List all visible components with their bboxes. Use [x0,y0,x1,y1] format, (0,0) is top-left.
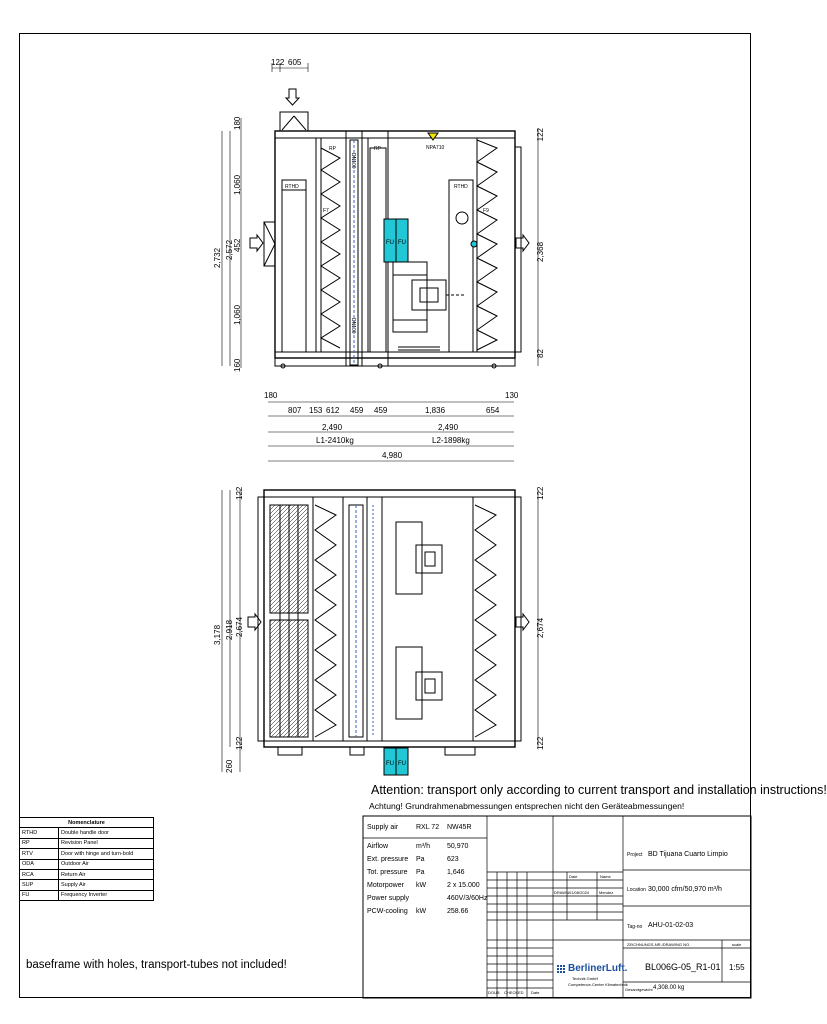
tb-name-header: Name [600,874,611,879]
dim-side-122-bottom: 122 [235,736,244,750]
label-npa: NPA710 [426,145,445,151]
dim-section-459a: 459 [350,406,364,415]
tb-date-footer: Date [531,990,540,995]
dim-section-1836: 1,836 [425,406,446,415]
nom-code: RTV [20,849,59,859]
dim-left-1060b: 1,060 [233,304,242,325]
table-row [20,849,154,859]
nom-desc: Frequency Inverter [59,890,154,900]
transport-attention-note: Attention: transport only according to current transport and installation instructions! [371,783,827,797]
top-view [250,89,529,368]
tb-location-value: 30,000 cfm/50,970 m³/h [648,886,722,893]
label-rthd-left: RTHD [285,184,299,190]
rthd-door-left [282,180,306,352]
label-fu-2: FU [398,240,406,246]
npa-indicator [428,133,438,140]
spec-value: 50,970 [447,843,469,850]
side-label-fu-2: FU [398,761,406,767]
dim-section-153: 153 [309,406,323,415]
tb-bottom-code: DOUB [488,990,500,995]
nom-desc: Return Air [59,869,154,879]
door-window [456,212,468,224]
label-dn-top: DN100 [350,153,356,169]
dim-right-122: 122 [536,128,545,142]
dim-section-654: 654 [486,406,500,415]
nom-code: SUP [20,880,59,890]
table-row [20,880,154,890]
spec-label: Airflow [367,843,389,850]
dim-side-260: 260 [225,759,234,773]
nom-desc: Supply Air [59,880,154,890]
label-rp-2: RP [374,146,381,152]
weight-l1: L1-2410kg [316,436,354,445]
tb-weight-label: Gesamtgewicht [625,987,653,992]
baseframe-note: baseframe with holes, transport-tubes not included! [26,959,287,971]
side-motor-upper [416,545,442,573]
rthd-door-right [449,180,473,352]
nom-desc: Double handle door [59,828,154,838]
berliner-luft-logo-icon [557,965,566,974]
airflow-arrow-left [250,235,263,251]
nom-code: ODA [20,859,59,869]
tb-drawn-label: DRAWN [554,890,569,895]
dim-section-807: 807 [288,406,302,415]
table-row [20,828,154,838]
tb-company-sub2: Competence-Center Klimatechnik [568,982,628,987]
dim-side-right-122-top: 122 [536,486,545,500]
dim-left-180: 180 [233,116,242,130]
spec-value: 2 x 15.000 [447,882,480,889]
dim-side-2918: 2,918 [225,619,234,640]
spec-label: Motorpower [367,882,404,889]
tb-project-label: Project [627,852,643,858]
f9-filter-bags [477,140,497,350]
dim-half-1: 2,490 [322,423,343,432]
side-motor-lower [416,672,442,700]
dim-side-3178: 3,178 [213,624,222,645]
label-rthd-right: RTHD [454,184,468,190]
nomenclature-table [19,817,154,901]
spec-unit: Pa [416,869,425,876]
top-view-baseframe [275,358,515,366]
tb-drawing-no-label: ZEICHNUNGS-NR./DRAWING NO. [627,942,691,947]
weight-l2: L2-1898kg [432,436,470,445]
top-view-dimension-lines [222,63,538,461]
tb-drawn-date: 01/08/2024 [569,890,590,895]
spec-unit: m³/h [416,843,430,850]
top-view-dimensions [213,58,545,460]
table-row [20,869,154,879]
side-view-dimensions [213,486,545,773]
label-rp-1: RP [329,146,336,152]
dim-half-2: 2,490 [438,423,459,432]
spec-header-fan: NW45R [447,824,472,831]
dim-side-right-122-bottom: 122 [536,736,545,750]
dim-top-122: 122 [271,58,285,67]
dim-side-122-top: 122 [235,486,244,500]
dim-section-612: 612 [326,406,340,415]
side-airflow-in [248,614,261,630]
tb-project-value: BD Tijuana Cuarto Limpio [648,851,728,858]
tb-scale-label: scale [732,942,742,947]
spec-header-model: RXL 72 [416,824,440,831]
spec-label: Power supply [367,895,410,902]
dim-top-605: 605 [288,58,302,67]
tb-company-name: BerlinerLuft. [568,963,628,974]
nom-code: RTHD [20,828,59,838]
dim-left-452: 452 [233,238,242,252]
side-view [248,490,529,775]
nom-code: FU [20,890,59,900]
side-f7-filter [315,505,336,737]
table-row [20,859,154,869]
spec-label: PCW-cooling [367,908,408,915]
nom-desc: Door with hinge and turn-bold [59,849,154,859]
table-row [20,890,154,900]
spec-header-label: Supply air [367,824,399,831]
airflow-arrow-right [516,235,529,251]
tb-tag-value: AHU-01-02-03 [648,922,694,929]
tb-drawing-no: BL006G-05_R1-01 [645,962,721,972]
nom-code: RP [20,838,59,848]
achtung-note: Achtung! Grundrahmenabmessungen entsprechen nicht den Geräteabmessungen! [369,801,685,811]
dim-left-2732: 2,732 [213,247,222,268]
label-f7: F7 [323,208,329,214]
dim-section-459b: 459 [374,406,388,415]
fan-wheel [393,262,427,332]
airflow-arrow-top [286,89,299,105]
tb-drawn-name: Mendez [599,890,614,895]
dim-side-right-2674: 2,674 [536,617,545,638]
spec-unit: Pa [416,856,425,863]
table-row [20,838,154,848]
label-fu-1: FU [386,240,394,246]
tb-checked-label: CHECKED [504,990,524,995]
dim-right-2368: 2,368 [536,241,545,262]
label-dn-bottom: DN100 [350,318,356,334]
cyan-indicator [471,241,477,247]
nom-desc: Outdoor Air [59,859,154,869]
side-label-fu-1: FU [386,761,394,767]
side-airflow-out [516,614,529,630]
tb-company-sub1: Technik GmbH [572,976,599,981]
spec-value: 1,646 [447,869,465,876]
spec-value: 460V/3/60Hz [447,895,488,902]
dim-side-2674-left: 2,674 [235,616,244,637]
nom-code: RCA [20,869,59,879]
label-f9: F9 [483,208,489,214]
side-f9-filter [475,505,496,737]
spec-value: 623 [447,856,459,863]
left-inlet-flange [264,222,275,266]
spec-label: Tot. pressure [367,869,408,876]
nom-desc: Revision Panel [59,838,154,848]
tb-date-header: Date [569,874,578,879]
side-fan-upper [396,522,422,594]
dim-left-1060a: 1,060 [233,174,242,195]
dim-left-160: 160 [233,358,242,372]
tb-weight: 4,308.00 kg [653,985,685,991]
side-fan-lower [396,647,422,719]
tb-tag-label: Tag-no [627,924,643,930]
dim-bottom-180: 180 [264,391,278,400]
tb-scale: 1:55 [729,963,745,972]
f7-filter-bags [321,148,340,348]
spec-label: Ext. pressure [367,856,409,863]
spec-value: 258.66 [447,908,469,915]
dim-total-4980: 4,980 [382,451,403,460]
spec-unit: kW [416,908,427,915]
dim-right-82: 82 [536,349,545,358]
right-outlet-flange [515,147,521,352]
spec-unit: kW [416,882,427,889]
dim-left-2572: 2,572 [225,239,234,260]
dim-bottom-130: 130 [505,391,519,400]
tb-location-label: Location [627,887,646,893]
nomenclature-title: Nomenclature [20,818,154,828]
fan-motor [412,280,446,310]
